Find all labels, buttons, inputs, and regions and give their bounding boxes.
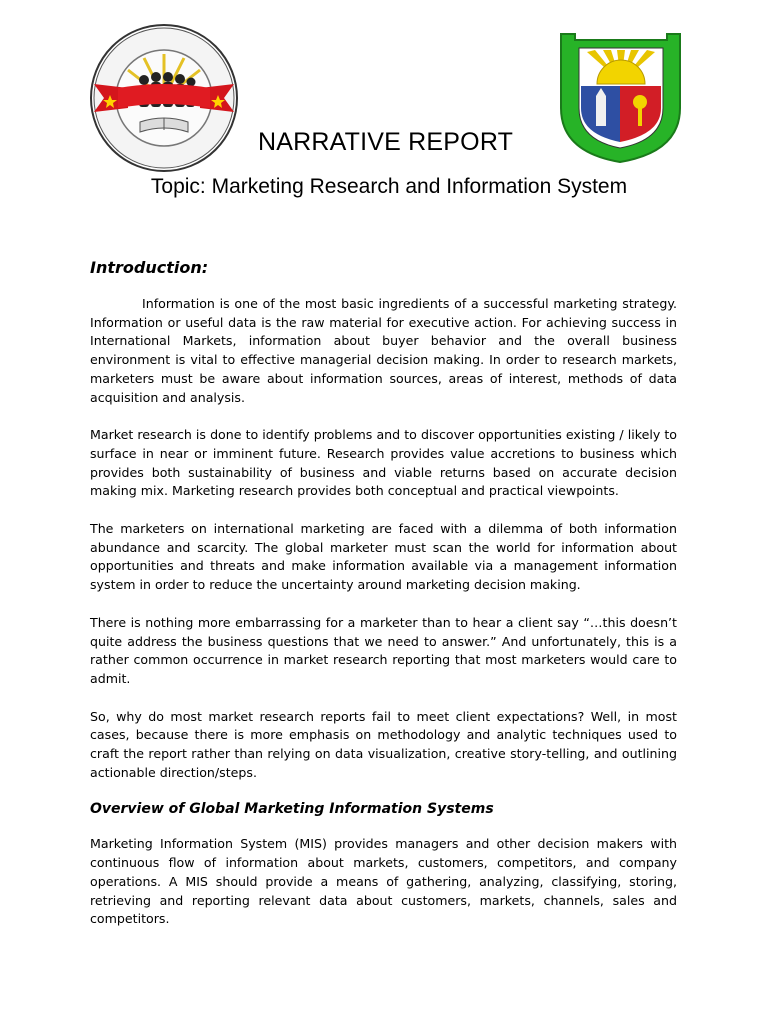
graduate-school-seal-logo [88, 22, 240, 174]
paragraph: There is nothing more embarrassing for a marketer than to hear a client say “…this doesn’t quite address the business questions that we need to answer.” And unfortunately, this is a rather common occurrence in market research reporting that most marketers would care to admit. [90, 614, 677, 686]
paragraph: The marketers on international marketing are faced with a dilemma of both information abundance and scarcity. The global marketer must scan the world for information about opportunities and threats and make information available via a management information system in order to reduce the uncertainty around marketing decision making. [90, 521, 677, 593]
paragraph: So, why do most market research reports fail to meet client expectations? Well, in most cases, because there is more emphasis on methodology and analytic techniques used to craft the report rather than relying on data visualization, creative story-telling, and outlining actionable direction/steps. [90, 708, 677, 780]
paragraph: Marketing Information System (MIS) provides managers and other decision makers with continuous flow of information about markets, customers, competitors, and company operations. A MIS should provide a means of gathering, analyzing, classifying, storing, retrieving and reporting relevant data about customers, markets, channels, sales and competitors. [90, 836, 677, 927]
introduction-heading: Introduction: [90, 258, 209, 277]
paragraph: Market research is done to identify problems and to discover opportunities existing / likely to surface in near or imminent future. Research provides value accretions to business which provides both sustainability of business and viable returns based on accurate decision making mix. Marketing research provides both conceptual and practical viewpoints. [90, 427, 677, 499]
university-shield-logo [557, 30, 684, 165]
overview-heading: Overview of Global Marketing Information Systems [90, 801, 494, 818]
document-body [90, 258, 677, 948]
topic-heading: Topic: Marketing Research and Information System [150, 175, 628, 198]
paragraph: Information is one of the most basic ingredients of a successful marketing strategy. Information or useful data is the raw material for executive action. For achieving success in International Markets, information about buyer behavior and the overall business environment is vital to effective managerial decision making. In order to research markets, marketers must be aware about information sources, areas of interest, methods of data acquisition and analysis. [90, 296, 677, 405]
report-title: NARRATIVE REPORT [258, 128, 514, 156]
